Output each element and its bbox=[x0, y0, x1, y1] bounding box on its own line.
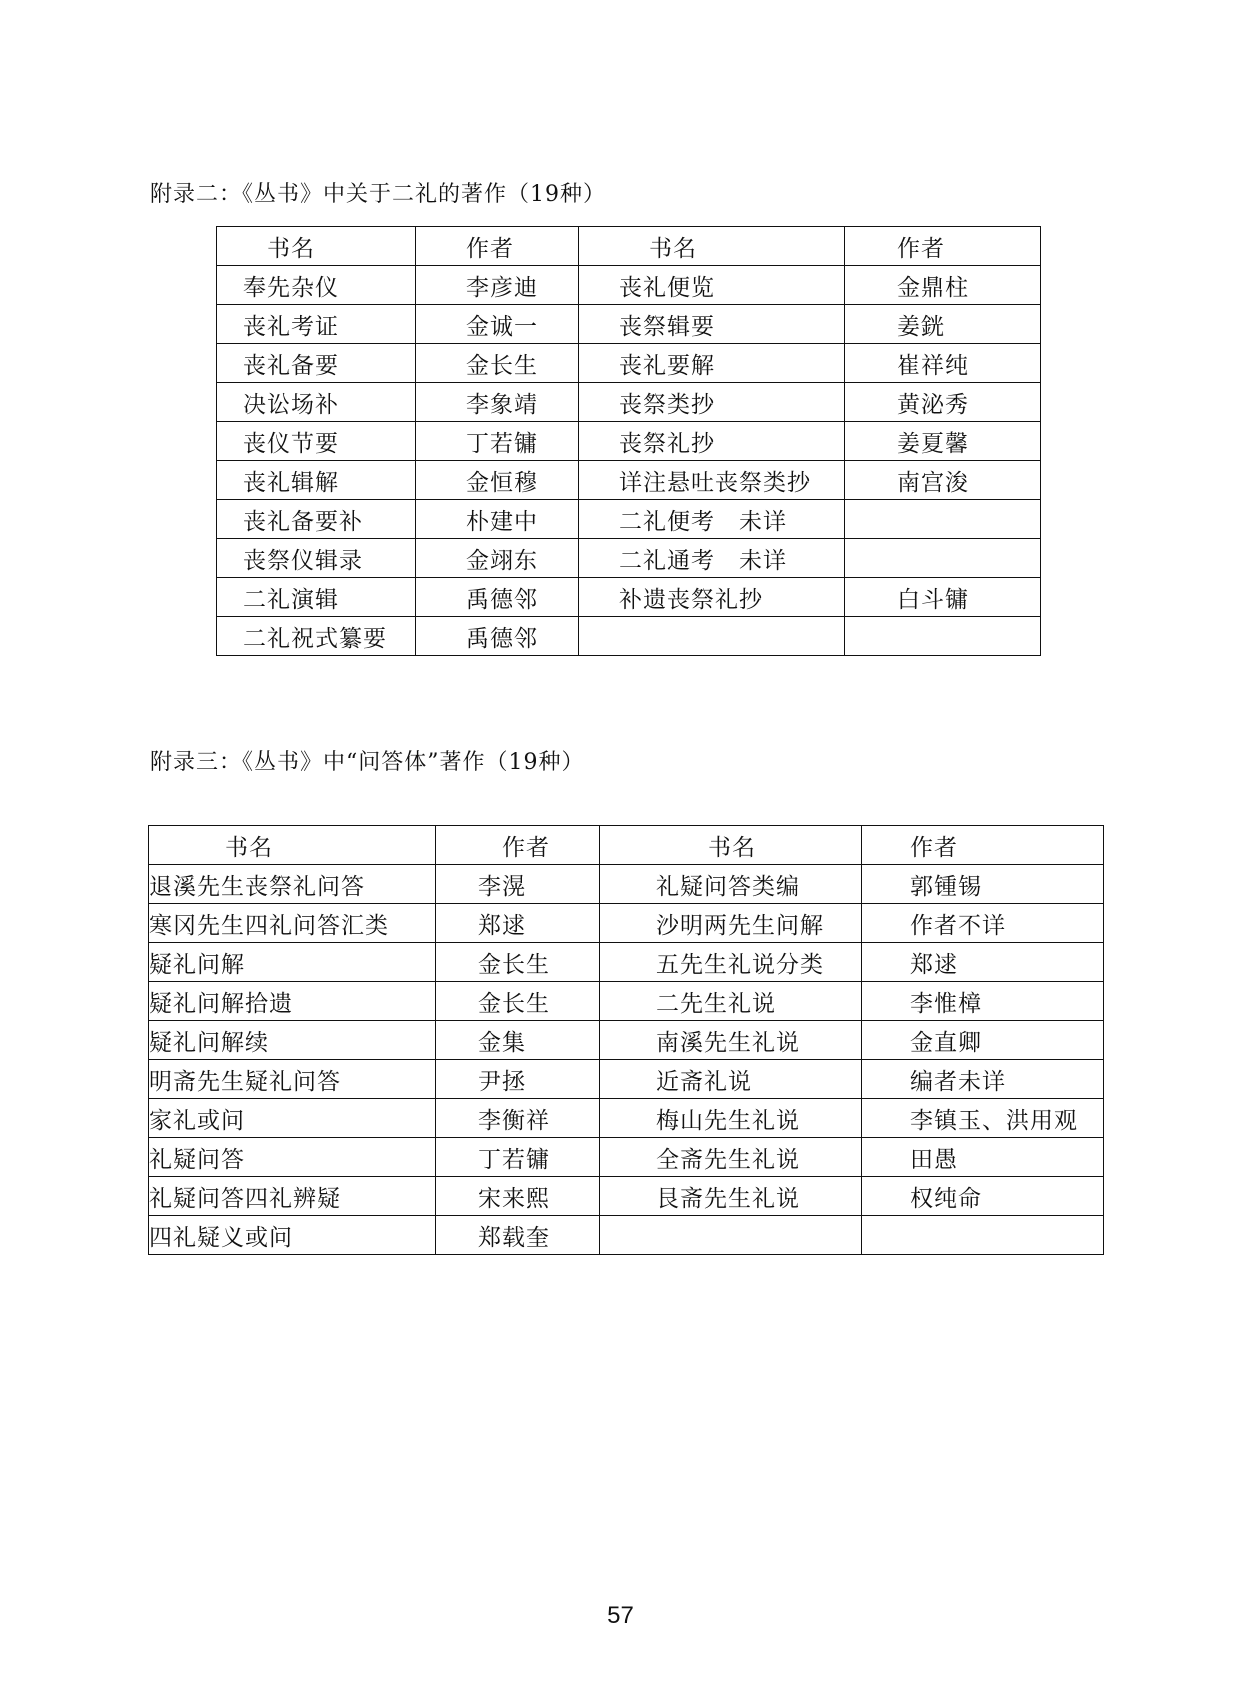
table-row bbox=[217, 617, 1041, 656]
table-cell: 金长生 bbox=[416, 344, 579, 383]
table-row bbox=[149, 1021, 1104, 1060]
table-cell: 金长生 bbox=[436, 943, 600, 982]
table-cell bbox=[600, 1216, 862, 1255]
table-cell: 丁若镛 bbox=[416, 422, 579, 461]
table-cell: 礼疑问答 bbox=[149, 1138, 436, 1177]
table-cell: 二礼祝式纂要 bbox=[217, 617, 416, 656]
table-cell: 李滉 bbox=[436, 865, 600, 904]
table-cell: 二礼便考 未详 bbox=[579, 500, 845, 539]
table-header-row bbox=[217, 227, 1041, 266]
table-cell: 南宫浚 bbox=[845, 461, 1041, 500]
table-row bbox=[149, 1099, 1104, 1138]
table-cell: 奉先杂仪 bbox=[217, 266, 416, 305]
table-cell: 疑礼问解 bbox=[149, 943, 436, 982]
table-cell: 尹拯 bbox=[436, 1060, 600, 1099]
table-cell: 礼疑问答四礼辨疑 bbox=[149, 1177, 436, 1216]
table-cell: 权纯命 bbox=[862, 1177, 1104, 1216]
appendix3-caption: 附录三：《丛书》中“问答体”著作（19种） bbox=[150, 750, 585, 775]
table-cell: 丧祭辑要 bbox=[579, 305, 845, 344]
table-cell: 李衡祥 bbox=[436, 1099, 600, 1138]
table-cell: 疑礼问解拾遗 bbox=[149, 982, 436, 1021]
table-cell: 姜夏馨 bbox=[845, 422, 1041, 461]
table-cell: 丧礼备要 bbox=[217, 344, 416, 383]
appendix3-table bbox=[148, 825, 1104, 1255]
table-cell: 丧祭礼抄 bbox=[579, 422, 845, 461]
table-cell: 郑逑 bbox=[862, 943, 1104, 982]
table-cell: 郭锺锡 bbox=[862, 865, 1104, 904]
table-cell: 姜銧 bbox=[845, 305, 1041, 344]
column-header: 作者 bbox=[436, 826, 600, 865]
table-row bbox=[217, 383, 1041, 422]
column-header: 作者 bbox=[416, 227, 579, 266]
table-cell: 朴建中 bbox=[416, 500, 579, 539]
column-header: 书名 bbox=[149, 826, 436, 865]
table-cell: 李象靖 bbox=[416, 383, 579, 422]
table-cell: 李彦迪 bbox=[416, 266, 579, 305]
table-cell: 丧礼要解 bbox=[579, 344, 845, 383]
table-cell: 郑载奎 bbox=[436, 1216, 600, 1255]
table-row bbox=[217, 500, 1041, 539]
table-cell: 白斗镛 bbox=[845, 578, 1041, 617]
table-row bbox=[149, 943, 1104, 982]
table-cell: 退溪先生丧祭礼问答 bbox=[149, 865, 436, 904]
table-cell: 二先生礼说 bbox=[600, 982, 862, 1021]
table-cell: 全斋先生礼说 bbox=[600, 1138, 862, 1177]
table-row bbox=[217, 539, 1041, 578]
table-cell: 四礼疑义或问 bbox=[149, 1216, 436, 1255]
table-row bbox=[149, 1060, 1104, 1099]
appendix2-table bbox=[216, 226, 1041, 656]
table-cell: 丁若镛 bbox=[436, 1138, 600, 1177]
table-cell: 田愚 bbox=[862, 1138, 1104, 1177]
table-cell: 详注悬吐丧祭类抄 bbox=[579, 461, 845, 500]
page-number: 57 bbox=[607, 1602, 634, 1629]
table-cell: 南溪先生礼说 bbox=[600, 1021, 862, 1060]
table-row bbox=[217, 266, 1041, 305]
table-cell: 丧礼考证 bbox=[217, 305, 416, 344]
table-cell: 金鼎柱 bbox=[845, 266, 1041, 305]
table-cell: 沙明两先生问解 bbox=[600, 904, 862, 943]
column-header: 作者 bbox=[862, 826, 1104, 865]
table-cell bbox=[845, 539, 1041, 578]
column-header: 作者 bbox=[845, 227, 1041, 266]
table-cell: 五先生礼说分类 bbox=[600, 943, 862, 982]
table-cell: 金集 bbox=[436, 1021, 600, 1060]
table-cell: 编者未详 bbox=[862, 1060, 1104, 1099]
table-cell: 宋来熙 bbox=[436, 1177, 600, 1216]
table-row bbox=[217, 344, 1041, 383]
table-cell: 梅山先生礼说 bbox=[600, 1099, 862, 1138]
table-row bbox=[149, 1216, 1104, 1255]
table-cell: 李镇玉、洪用观 bbox=[862, 1099, 1104, 1138]
table-row bbox=[217, 578, 1041, 617]
column-header: 书名 bbox=[579, 227, 845, 266]
table-row bbox=[217, 305, 1041, 344]
column-header: 书名 bbox=[600, 826, 862, 865]
table-cell bbox=[845, 617, 1041, 656]
table-cell: 艮斋先生礼说 bbox=[600, 1177, 862, 1216]
table-cell: 禹德邻 bbox=[416, 578, 579, 617]
table-row bbox=[149, 904, 1104, 943]
table-cell: 作者不详 bbox=[862, 904, 1104, 943]
table-cell bbox=[845, 500, 1041, 539]
table-cell: 二礼通考 未详 bbox=[579, 539, 845, 578]
table-cell: 禹德邻 bbox=[416, 617, 579, 656]
table-cell: 疑礼问解续 bbox=[149, 1021, 436, 1060]
table-cell: 黄泌秀 bbox=[845, 383, 1041, 422]
column-header: 书名 bbox=[217, 227, 416, 266]
table-cell: 补遗丧祭礼抄 bbox=[579, 578, 845, 617]
table-cell: 金长生 bbox=[436, 982, 600, 1021]
table-cell: 明斋先生疑礼问答 bbox=[149, 1060, 436, 1099]
table-cell: 礼疑问答类编 bbox=[600, 865, 862, 904]
table-cell: 近斋礼说 bbox=[600, 1060, 862, 1099]
appendix2-caption: 附录二：《丛书》中关于二礼的著作（19种） bbox=[150, 182, 606, 207]
table-cell: 家礼或问 bbox=[149, 1099, 436, 1138]
table-cell: 丧仪节要 bbox=[217, 422, 416, 461]
table-cell: 决讼场补 bbox=[217, 383, 416, 422]
table-row bbox=[217, 422, 1041, 461]
table-cell: 二礼演辑 bbox=[217, 578, 416, 617]
table-row bbox=[217, 461, 1041, 500]
table-cell: 李惟樟 bbox=[862, 982, 1104, 1021]
table-header-row bbox=[149, 826, 1104, 865]
table-cell: 丧祭类抄 bbox=[579, 383, 845, 422]
table-row bbox=[149, 1138, 1104, 1177]
table-cell: 丧祭仪辑录 bbox=[217, 539, 416, 578]
table-cell: 金诚一 bbox=[416, 305, 579, 344]
table-row bbox=[149, 982, 1104, 1021]
table-cell: 金恒穆 bbox=[416, 461, 579, 500]
table-row bbox=[149, 1177, 1104, 1216]
table-cell: 金直卿 bbox=[862, 1021, 1104, 1060]
table-cell: 丧礼辑解 bbox=[217, 461, 416, 500]
table-cell: 丧礼备要补 bbox=[217, 500, 416, 539]
table-cell: 寒冈先生四礼问答汇类 bbox=[149, 904, 436, 943]
table-cell: 郑逑 bbox=[436, 904, 600, 943]
table-cell: 崔祥纯 bbox=[845, 344, 1041, 383]
table-cell: 丧礼便览 bbox=[579, 266, 845, 305]
table-cell: 金翊东 bbox=[416, 539, 579, 578]
table-cell bbox=[862, 1216, 1104, 1255]
table-row bbox=[149, 865, 1104, 904]
table-cell bbox=[579, 617, 845, 656]
